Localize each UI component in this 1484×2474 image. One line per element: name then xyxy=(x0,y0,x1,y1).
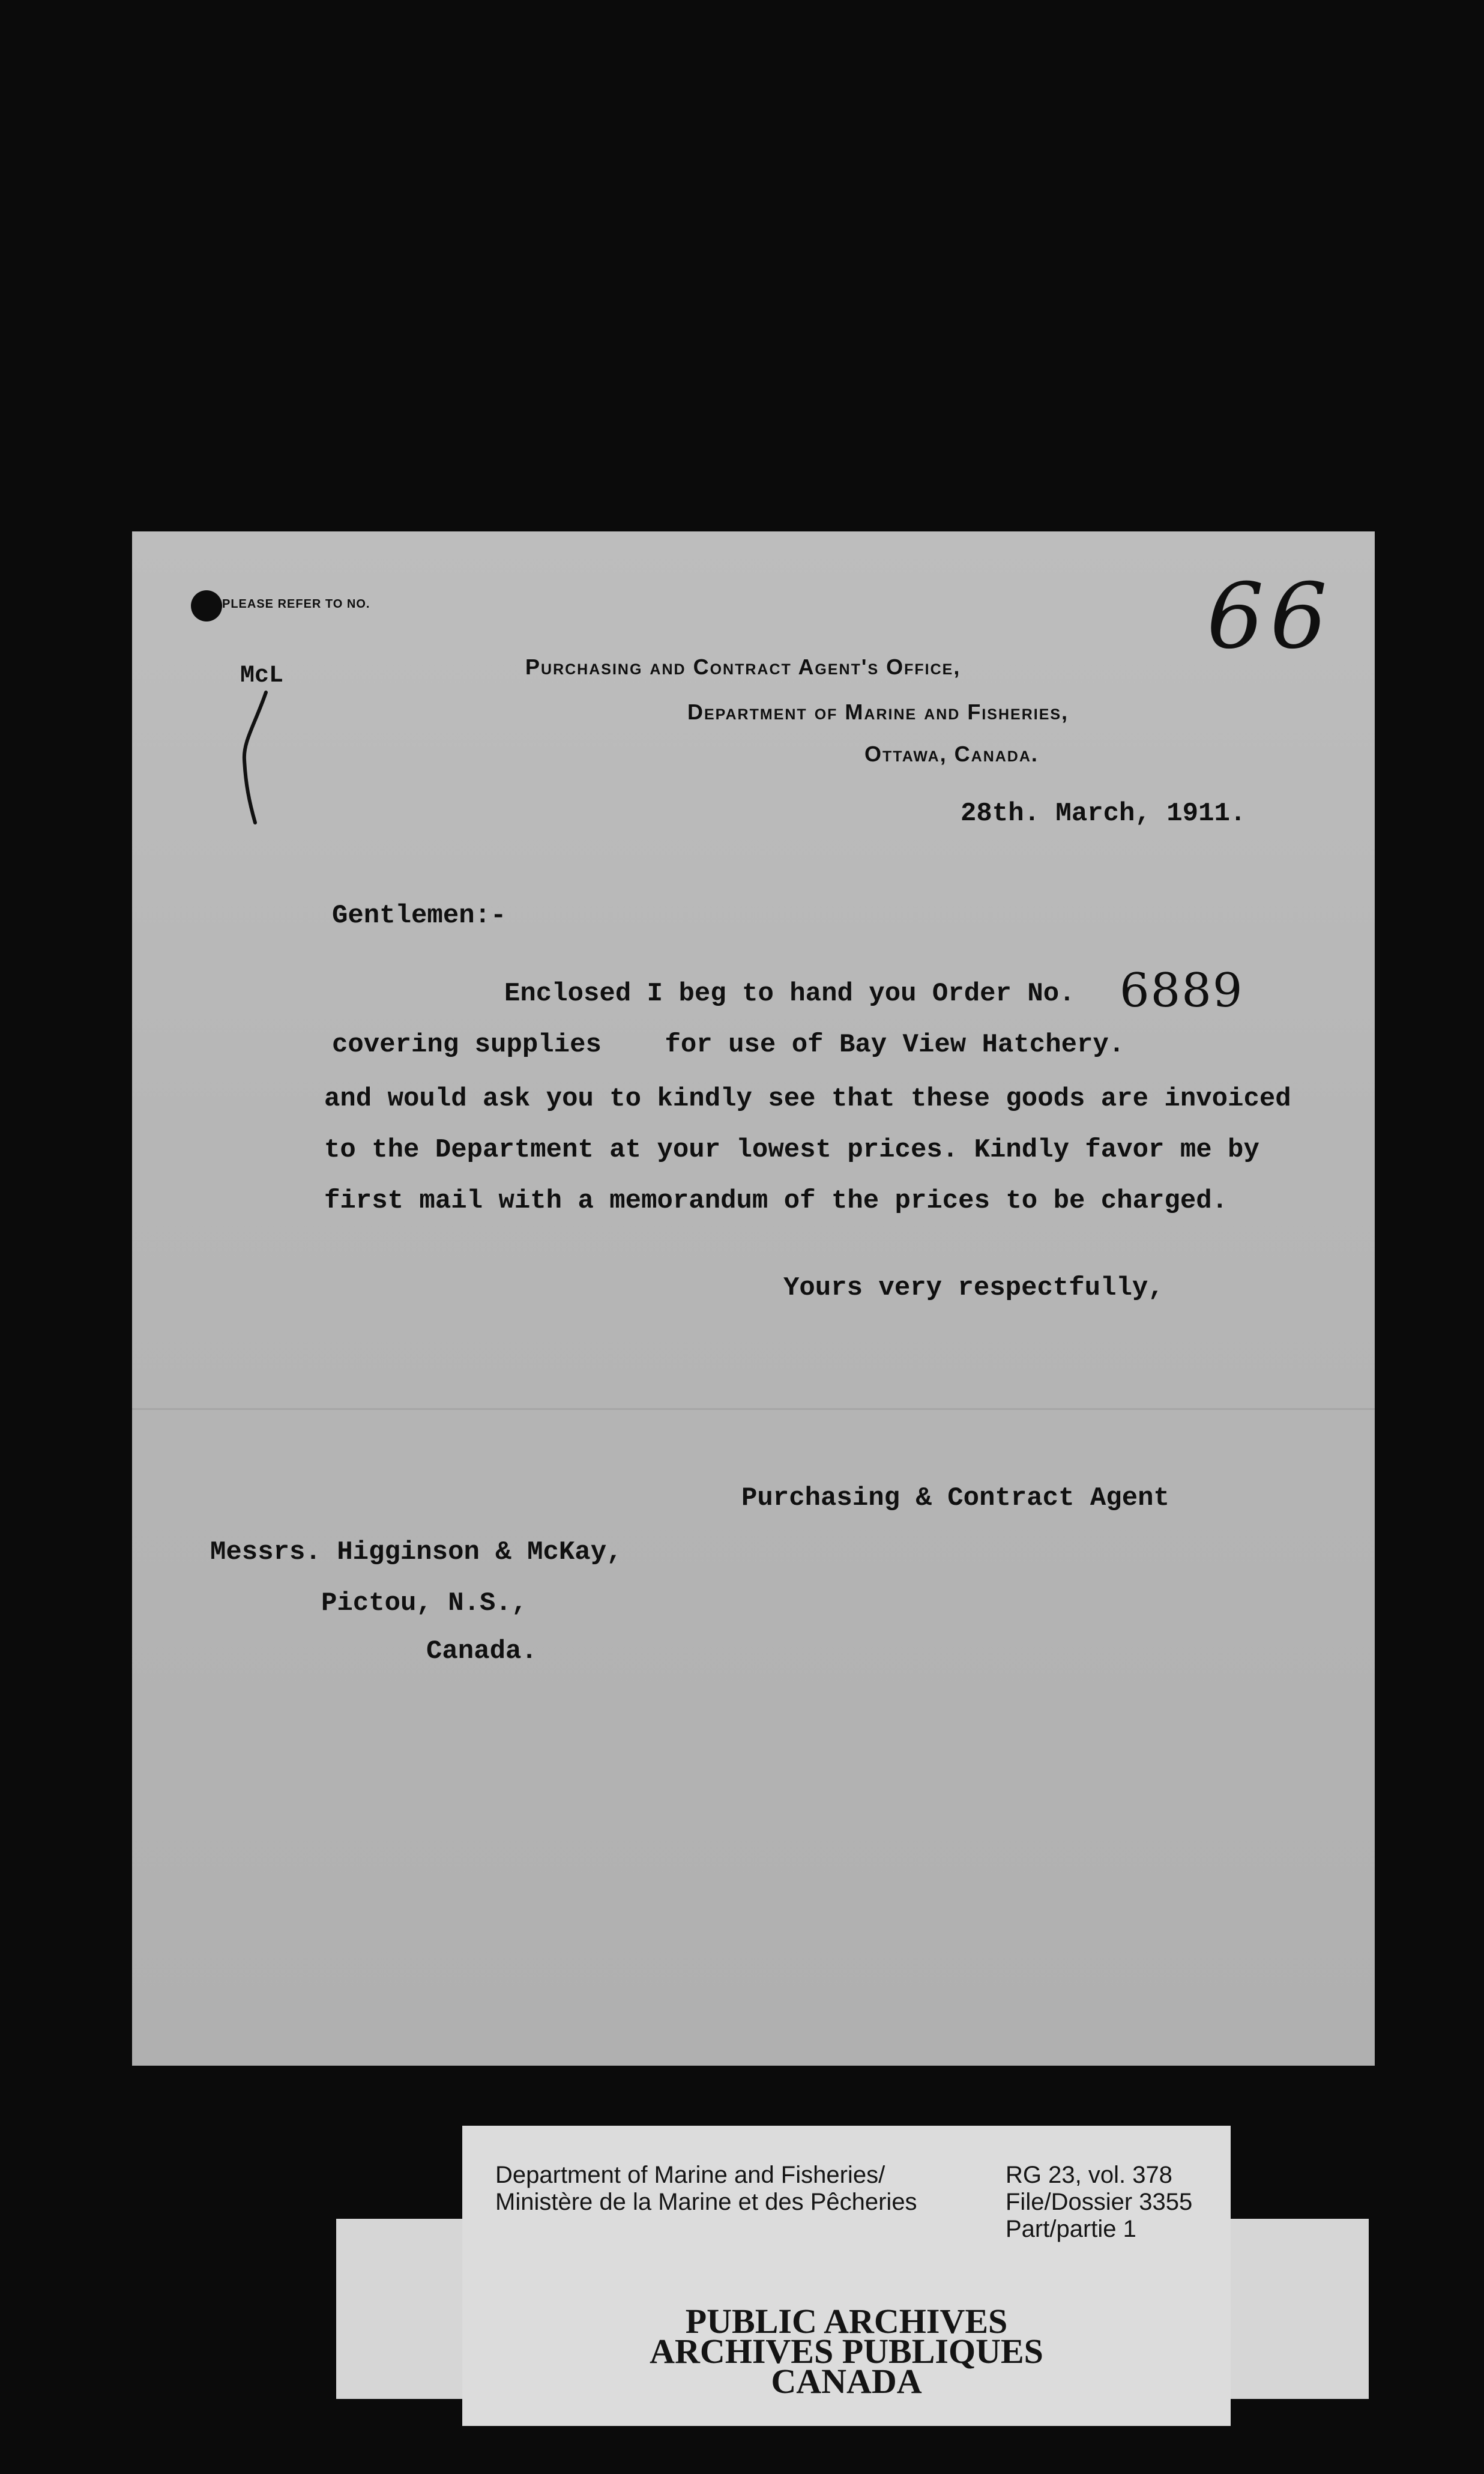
closing: Yours very respectfully, xyxy=(783,1273,1164,1303)
label-part: Part/partie 1 xyxy=(1006,2216,1136,2242)
stamp-public-archives: PUBLIC ARCHIVES xyxy=(685,2302,1008,2341)
body-line-1: Enclosed I beg to hand you Order No. xyxy=(504,979,1075,1009)
address-line-1: Messrs. Higginson & McKay, xyxy=(210,1537,623,1567)
order-number: 6889 xyxy=(1120,964,1244,1018)
label-file: File/Dossier 3355 xyxy=(1006,2189,1193,2215)
letter-date: 28th. March, 1911. xyxy=(961,799,1246,829)
handwritten-number: 66 xyxy=(1207,564,1333,669)
body-line-4: to the Department at your lowest prices. Kindly favor me by xyxy=(324,1135,1259,1165)
address-line-2: Pictou, N.S., xyxy=(321,1588,528,1618)
address-line-3: Canada. xyxy=(426,1636,537,1666)
letterhead-line-1: Purchasing and Contract Agent's Office, xyxy=(525,655,961,679)
punch-hole xyxy=(191,590,222,622)
label-department-fr: Ministère de la Marine et des Pêcheries xyxy=(495,2189,917,2215)
body-line-5: first mail with a memorandum of the prices to be charged. xyxy=(324,1186,1228,1216)
label-record-group: RG 23, vol. 378 xyxy=(1006,2162,1172,2188)
body-line-3: and would ask you to kindly see that these goods are invoiced xyxy=(324,1084,1291,1114)
salutation: Gentlemen:- xyxy=(332,901,507,931)
body-line-2: covering supplies for use of Bay View Hatchery. xyxy=(332,1030,1125,1060)
refer-label: PLEASE REFER TO NO. xyxy=(222,597,370,611)
label-department-en: Department of Marine and Fisheries/ xyxy=(495,2162,885,2188)
letter-page xyxy=(132,531,1375,2066)
pencil-mark xyxy=(237,688,273,826)
letterhead-line-3: Ottawa, Canada. xyxy=(864,742,1039,766)
letterhead-line-2: Department of Marine and Fisheries, xyxy=(687,700,1069,724)
stamp-archives-publiques: ARCHIVES PUBLIQUES xyxy=(650,2332,1043,2371)
stamp-canada: CANADA xyxy=(771,2362,922,2401)
reference-initials: McL xyxy=(240,662,284,689)
archive-label xyxy=(462,2126,1231,2426)
fold-line xyxy=(132,1408,1375,1410)
signature-title: Purchasing & Contract Agent xyxy=(741,1483,1169,1513)
